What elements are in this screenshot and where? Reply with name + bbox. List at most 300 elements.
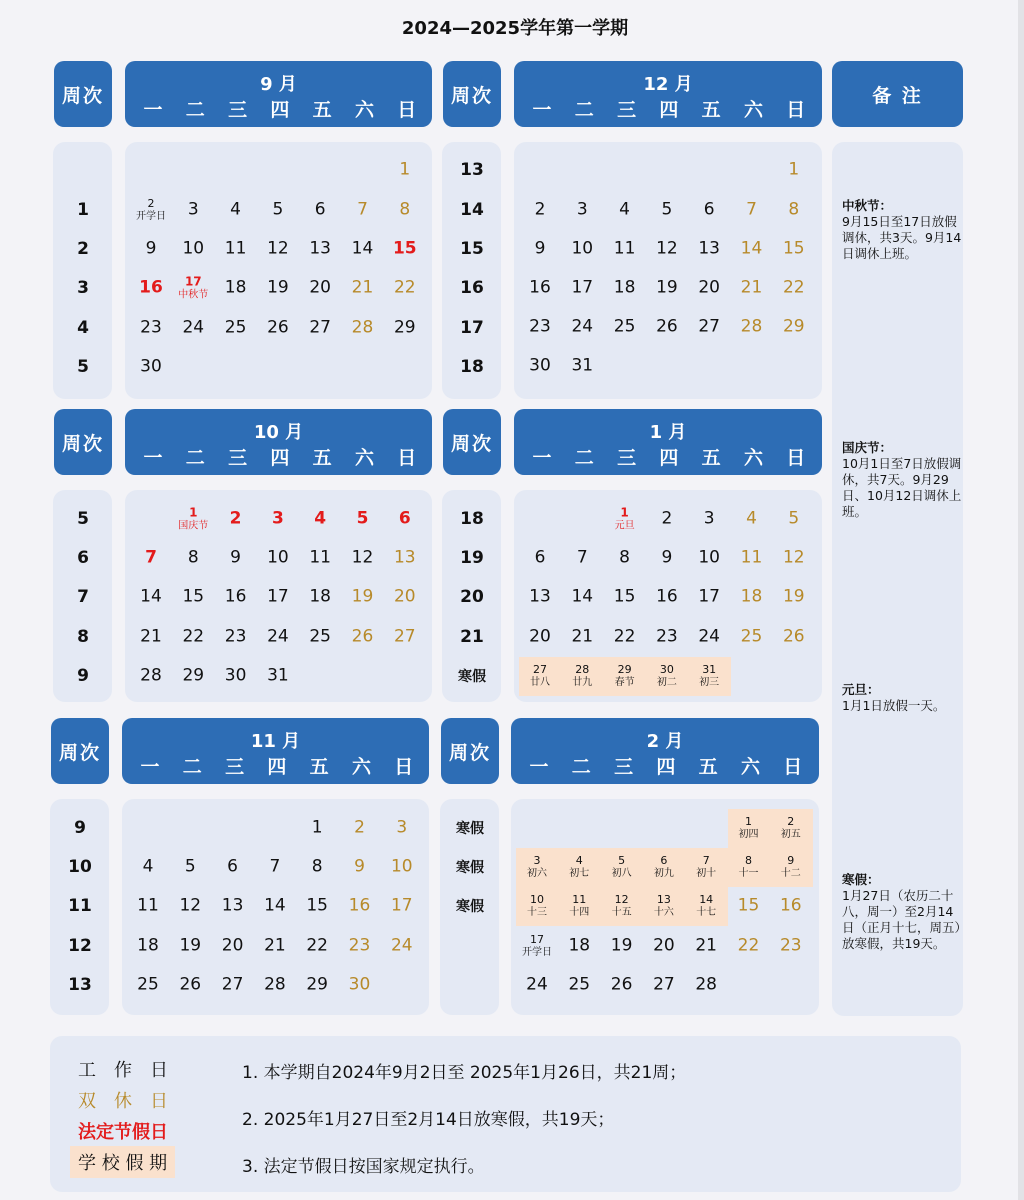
week-number: 2 (77, 239, 89, 259)
day-cell (612, 894, 632, 918)
week-header (54, 409, 112, 475)
day-cell: 7 (746, 199, 757, 220)
day-cell: 13 (309, 238, 332, 259)
day-sublabel: 十四 (569, 906, 590, 918)
day-cell: 21 (264, 935, 286, 956)
day-cell: 8 (619, 547, 631, 568)
day-cell: 7 (576, 547, 588, 568)
day-cell: 23 (529, 316, 551, 337)
day-sublabel: 初五 (780, 828, 801, 840)
day-cell: 4 (230, 199, 242, 220)
day-cell: 22 (737, 935, 760, 956)
weekday-label: 二 (185, 99, 205, 121)
day-cell: 24 (390, 935, 413, 956)
week-number: 4 (77, 318, 89, 338)
day-cell (527, 855, 547, 879)
month-header-nov (122, 718, 429, 784)
day-cell: 26 (610, 974, 633, 995)
month-header-feb (511, 718, 819, 784)
day-cell: 8 (187, 547, 199, 568)
day-sublabel: 廿八 (530, 676, 550, 688)
day-cell: 21 (695, 935, 718, 956)
day-cell: 28 (351, 317, 374, 338)
day-cell: 31 (267, 665, 289, 686)
day-cell: 13 (221, 895, 244, 916)
day-cell: 5 (272, 199, 284, 220)
weekday-label: 四 (659, 447, 679, 469)
week-number: 11 (68, 896, 92, 916)
day-cell: 20 (221, 935, 244, 956)
day-cell: 21 (571, 626, 594, 647)
day-cell: 9 (354, 856, 365, 877)
weekday-label: 五 (312, 99, 332, 121)
weekday-label: 五 (309, 756, 329, 778)
day-sublabel: 初八 (611, 867, 632, 879)
day-cell: 11 (740, 547, 763, 568)
week-number: 13 (68, 975, 92, 995)
day-number: 3 (533, 853, 541, 867)
day-cell: 19 (351, 586, 374, 607)
weekday-label: 日 (397, 99, 417, 121)
day-cell (654, 855, 674, 879)
day-cell: 26 (351, 626, 374, 647)
notes-panel (832, 142, 963, 1016)
month-name: 9 月 (260, 74, 297, 95)
day-sublabel: 初十 (696, 867, 717, 879)
day-cell: 20 (698, 277, 721, 298)
day-cell: 23 (224, 626, 247, 647)
weekday-label: 二 (571, 756, 591, 778)
day-cell: 12 (267, 238, 289, 259)
day-cell: 29 (782, 316, 805, 337)
day-cell: 18 (613, 277, 636, 298)
day-cell: 22 (306, 935, 329, 956)
day-cell: 16 (529, 277, 551, 298)
day-cell: 4 (142, 856, 154, 877)
day-cell (781, 816, 801, 840)
day-cell: 6 (398, 508, 411, 529)
day-cell: 16 (348, 895, 371, 916)
day-cell: 14 (740, 238, 763, 259)
day-cell: 23 (348, 935, 371, 956)
day-cell: 17 (267, 586, 289, 607)
day-cell: 11 (309, 547, 332, 568)
legend-holiday: 法定节假日 (78, 1122, 168, 1143)
weekday-label: 三 (228, 447, 248, 469)
day-cell: 15 (392, 238, 417, 259)
rule-2: 2. 2025年1月27日至2月14日放寒假，共19天； (242, 1110, 615, 1130)
day-cell (530, 664, 550, 688)
note-text: 10月1日至7日放假调休，共7天。9月29日、10月12日调休上班。 (842, 456, 962, 519)
day-cell: 24 (571, 316, 594, 337)
weekday-label: 三 (228, 99, 248, 121)
day-cell: 11 (137, 895, 159, 916)
note-title: 元旦： (842, 682, 880, 697)
note-winter-break (842, 872, 964, 952)
day-cell: 6 (703, 199, 715, 220)
day-sublabel: 十二 (780, 867, 801, 879)
weekday-label: 一 (532, 447, 552, 469)
day-cell: 1 (311, 817, 323, 838)
day-sublabel: 初六 (527, 867, 547, 879)
day-cell: 30 (529, 355, 551, 376)
weekday-label: 日 (397, 447, 417, 469)
month-name: 10 月 (253, 422, 304, 443)
weekday-label: 四 (270, 99, 290, 121)
day-cell: 20 (309, 277, 332, 298)
weekday-label: 二 (574, 447, 594, 469)
day-cell: 24 (526, 974, 548, 995)
day-cell: 9 (661, 547, 673, 568)
day-cell: 23 (779, 935, 802, 956)
week-number: 18 (460, 509, 484, 529)
day-number: 1 (745, 814, 752, 828)
week-header-label: 周次 (448, 741, 491, 764)
day-cell: 10 (390, 856, 413, 877)
day-cell: 9 (145, 238, 157, 259)
weekday-label: 六 (354, 99, 375, 121)
weekday-label: 六 (351, 756, 372, 778)
day-sublabel: 十六 (653, 906, 674, 918)
week-number: 5 (77, 509, 89, 529)
day-cell: 25 (224, 317, 247, 338)
note-text: 9月15日至17日放假调休，共3天。9月14日调休上班。 (842, 214, 962, 261)
weekday-label: 六 (740, 756, 761, 778)
day-number: 2 (787, 814, 795, 828)
day-cell: 14 (571, 586, 594, 607)
day-cell: 22 (393, 277, 416, 298)
day-sublabel: 初九 (653, 867, 674, 879)
day-sublabel: 元旦 (614, 520, 635, 532)
day-cell: 21 (351, 277, 374, 298)
day-number: 31 (702, 662, 717, 676)
day-cell: 3 (703, 508, 715, 529)
day-cell: 15 (782, 238, 805, 259)
day-cell: 7 (357, 199, 368, 220)
day-sublabel: 开学日 (522, 946, 552, 958)
day-cell: 3 (271, 508, 284, 529)
month-header-oct (125, 409, 432, 475)
day-cell: 13 (529, 586, 551, 607)
day-cell: 3 (576, 199, 588, 220)
weekday-label: 日 (786, 447, 806, 469)
day-cell (136, 198, 166, 222)
day-cell: 5 (661, 199, 673, 220)
weekday-label: 二 (185, 447, 205, 469)
day-number: 9 (787, 853, 795, 867)
day-cell: 6 (534, 547, 546, 568)
day-cell: 25 (613, 316, 636, 337)
day-cell: 6 (227, 856, 239, 877)
day-cell (178, 506, 208, 531)
day-cell: 13 (393, 547, 416, 568)
day-cell: 11 (224, 238, 247, 259)
notes-header-label: 备 注 (872, 84, 923, 107)
day-cell: 21 (140, 626, 162, 647)
note-national-day (842, 440, 964, 520)
day-cell: 25 (309, 626, 332, 647)
day-cell: 15 (613, 586, 636, 607)
month-name: 11 月 (250, 731, 301, 752)
weekday-label: 一 (532, 99, 552, 121)
day-cell: 2 (354, 817, 365, 838)
day-cell: 17 (571, 277, 594, 298)
week-number: 寒假 (458, 669, 486, 685)
day-sublabel: 十一 (738, 867, 759, 879)
day-cell: 12 (179, 895, 202, 916)
day-cell: 5 (184, 856, 196, 877)
day-number: 10 (530, 892, 544, 906)
day-cell: 27 (221, 974, 244, 995)
month-grid-dec (514, 142, 822, 399)
day-cell: 6 (314, 199, 326, 220)
day-cell: 24 (182, 317, 205, 338)
day-cell: 15 (306, 895, 329, 916)
day-cell: 19 (782, 586, 805, 607)
day-cell (615, 506, 635, 531)
day-cell (739, 816, 759, 840)
day-cell: 13 (698, 238, 721, 259)
day-cell: 3 (396, 817, 408, 838)
day-cell: 18 (568, 935, 591, 956)
day-cell (569, 894, 589, 918)
day-number: 11 (572, 892, 587, 906)
day-sublabel: 十五 (611, 906, 632, 918)
day-cell: 18 (740, 586, 763, 607)
day-number: 2 (147, 196, 155, 210)
day-number: 1 (620, 505, 629, 520)
note-new-year (842, 682, 964, 714)
day-cell: 31 (571, 355, 594, 376)
day-cell: 22 (613, 626, 636, 647)
weekday-label: 三 (617, 99, 637, 121)
week-number: 5 (77, 357, 89, 377)
week-header (51, 718, 109, 784)
month-header-sep (125, 61, 432, 127)
day-cell: 17 (390, 895, 413, 916)
day-sublabel: 初四 (738, 828, 759, 840)
week-number: 9 (77, 666, 89, 686)
day-number: 14 (699, 892, 714, 906)
day-cell: 3 (187, 199, 199, 220)
day-cell: 10 (571, 238, 594, 259)
week-header-label: 周次 (450, 84, 493, 107)
week-header-label: 周次 (450, 432, 493, 455)
day-sublabel: 国庆节 (178, 520, 209, 532)
day-cell: 29 (182, 665, 205, 686)
notes-header (832, 61, 963, 127)
day-cell: 10 (182, 238, 205, 259)
day-sublabel: 廿九 (572, 676, 593, 688)
rule-3: 3. 法定节假日按国家规定执行。 (242, 1157, 485, 1177)
day-cell: 14 (140, 586, 162, 607)
day-cell: 19 (656, 277, 678, 298)
week-number: 7 (77, 587, 89, 607)
month-header-dec (514, 61, 822, 127)
month-name: 2 月 (646, 731, 684, 752)
day-cell: 21 (740, 277, 763, 298)
day-cell: 12 (782, 547, 805, 568)
legend-weekend: 双 休 日 (78, 1091, 168, 1112)
week-number: 1 (77, 200, 89, 220)
day-number: 1 (189, 505, 198, 520)
day-cell: 25 (568, 974, 591, 995)
weekday-label: 四 (659, 99, 679, 121)
day-number: 5 (618, 853, 626, 867)
day-cell: 8 (399, 199, 411, 220)
day-cell: 15 (737, 895, 760, 916)
day-cell (696, 894, 716, 918)
day-cell: 23 (656, 626, 678, 647)
month-name: 1 月 (649, 422, 687, 443)
week-header-label: 周次 (61, 432, 104, 455)
day-sublabel: 十七 (696, 906, 717, 918)
note-title: 中秋节： (842, 198, 893, 213)
week-number: 17 (460, 318, 484, 338)
week-number: 15 (460, 239, 484, 259)
weekday-label: 四 (267, 756, 287, 778)
day-cell: 26 (179, 974, 202, 995)
day-number: 7 (702, 853, 710, 867)
day-cell: 28 (140, 665, 162, 686)
day-cell: 27 (393, 626, 416, 647)
week-header (443, 61, 501, 127)
day-cell (699, 664, 719, 688)
day-cell: 20 (529, 626, 551, 647)
day-cell: 14 (351, 238, 374, 259)
day-number: 6 (660, 853, 668, 867)
day-sublabel: 春节 (614, 676, 635, 688)
weekday-label: 六 (743, 447, 764, 469)
day-cell: 27 (309, 317, 332, 338)
day-cell (178, 275, 208, 300)
day-cell: 2 (661, 508, 673, 529)
weekday-label: 一 (143, 447, 163, 469)
day-cell: 4 (619, 199, 631, 220)
week-number: 10 (68, 857, 92, 877)
day-cell: 9 (534, 238, 546, 259)
day-number: 29 (617, 662, 632, 676)
note-mid-autumn (842, 198, 964, 262)
day-number: 4 (575, 853, 583, 867)
day-cell (615, 664, 635, 688)
week-number: 13 (460, 160, 484, 180)
week-number: 寒假 (456, 821, 484, 837)
note-text: 1月27日（农历二十八，周一）至2月14日（正月十七，周五）放寒假，共19天。 (842, 888, 961, 951)
day-cell (612, 855, 632, 879)
day-sublabel: 初三 (699, 676, 720, 688)
day-cell: 19 (267, 277, 289, 298)
day-number: 8 (745, 853, 752, 867)
week-number: 6 (77, 548, 89, 568)
day-cell: 16 (779, 895, 802, 916)
day-cell: 27 (698, 316, 721, 337)
day-cell: 24 (698, 626, 721, 647)
day-number: 27 (533, 662, 547, 676)
day-cell: 10 (267, 547, 289, 568)
month-name: 12 月 (643, 74, 693, 95)
day-number: 17 (530, 932, 544, 946)
day-cell: 8 (788, 199, 800, 220)
day-cell: 15 (182, 586, 205, 607)
weekday-label: 一 (143, 99, 163, 121)
day-cell (739, 855, 759, 879)
weekday-label: 四 (270, 447, 290, 469)
weekday-label: 五 (701, 447, 721, 469)
legend-workday: 工 作 日 (78, 1060, 168, 1081)
day-cell (696, 855, 716, 879)
week-number: 3 (77, 278, 89, 298)
day-cell: 9 (230, 547, 242, 568)
day-cell: 17 (698, 586, 721, 607)
day-number: 13 (656, 892, 671, 906)
day-cell: 7 (269, 856, 281, 877)
day-cell: 25 (740, 626, 763, 647)
rule-1: 1. 本学期自2024年9月2日至 2025年1月26日，共21周； (242, 1063, 687, 1083)
weekday-label: 日 (786, 99, 806, 121)
weekday-label: 三 (617, 447, 637, 469)
day-cell: 19 (179, 935, 202, 956)
weekday-label: 日 (783, 756, 803, 778)
week-number: 8 (77, 627, 89, 647)
scrollbar[interactable] (1018, 0, 1024, 1200)
day-cell: 27 (653, 974, 675, 995)
week-number: 19 (460, 548, 484, 568)
day-cell: 22 (182, 626, 205, 647)
week-number: 寒假 (456, 899, 484, 915)
day-cell: 5 (788, 508, 800, 529)
legend-school-holiday: 学 校 假 期 (70, 1146, 175, 1178)
day-cell: 18 (309, 586, 332, 607)
day-cell (572, 664, 592, 688)
day-sublabel: 初二 (656, 676, 677, 688)
day-cell: 20 (653, 935, 675, 956)
day-cell: 8 (311, 856, 323, 877)
day-cell: 16 (224, 586, 247, 607)
day-number: 17 (184, 274, 202, 289)
day-sublabel: 十三 (527, 906, 547, 918)
day-cell: 23 (140, 317, 162, 338)
day-cell: 2 (229, 508, 242, 529)
weekday-label: 六 (354, 447, 375, 469)
day-sublabel: 中秋节 (178, 289, 209, 301)
day-cell (654, 894, 674, 918)
week-number: 16 (460, 278, 484, 298)
day-cell: 28 (695, 974, 718, 995)
day-cell: 29 (306, 974, 329, 995)
weekday-label: 三 (614, 756, 634, 778)
day-cell (657, 664, 677, 688)
day-cell: 5 (356, 508, 369, 529)
week-number: 21 (460, 627, 484, 647)
weekday-label: 五 (701, 99, 721, 121)
day-cell: 4 (746, 508, 757, 529)
note-title: 寒假： (842, 872, 880, 887)
day-cell: 30 (348, 974, 371, 995)
week-header (441, 718, 499, 784)
day-cell: 18 (137, 935, 159, 956)
day-cell: 22 (782, 277, 805, 298)
day-cell: 11 (613, 238, 636, 259)
week-header (443, 409, 501, 475)
day-cell: 30 (224, 665, 247, 686)
day-cell: 18 (224, 277, 247, 298)
day-cell: 1 (399, 159, 411, 180)
day-cell: 24 (267, 626, 289, 647)
week-number: 9 (74, 818, 86, 838)
month-header-jan (514, 409, 822, 475)
week-number: 12 (68, 936, 92, 956)
